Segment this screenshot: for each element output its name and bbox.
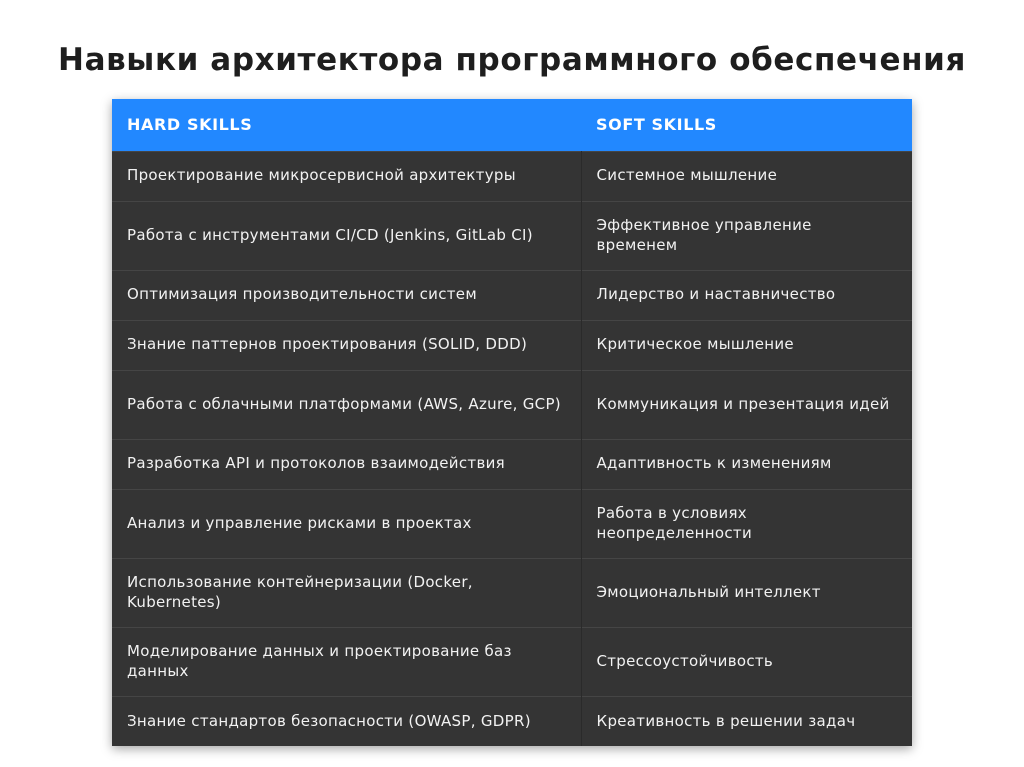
soft-skill-cell: Креативность в решении задач [581, 696, 912, 746]
hard-skill-cell: Моделирование данных и проектирование баз данных [112, 627, 581, 696]
table-body [112, 151, 912, 746]
table-row [112, 439, 912, 489]
table-row [112, 201, 912, 270]
hard-skill-cell: Оптимизация производительности систем [112, 270, 581, 320]
hard-skill-cell: Знание стандартов безопасности (OWASP, GDPR) [112, 696, 581, 746]
table-row [112, 370, 912, 439]
table-header-row [112, 99, 912, 151]
hard-skill-cell: Работа с облачными платформами (AWS, Azure, GCP) [112, 370, 581, 439]
soft-skills-header: SOFT SKILLS [581, 99, 912, 151]
soft-skill-cell: Системное мышление [581, 151, 912, 201]
hard-skill-cell: Разработка API и протоколов взаимодействия [112, 439, 581, 489]
soft-skill-cell: Стрессоустойчивость [581, 627, 912, 696]
table-header [112, 99, 912, 151]
table-row [112, 558, 912, 627]
soft-skill-cell: Критическое мышление [581, 320, 912, 370]
table-row [112, 320, 912, 370]
table-row [112, 489, 912, 558]
table-row [112, 627, 912, 696]
hard-skills-header: HARD SKILLS [112, 99, 581, 151]
skills-table [112, 99, 912, 746]
hard-skill-cell: Использование контейнеризации (Docker, Kubernetes) [112, 558, 581, 627]
hard-skill-cell: Знание паттернов проектирования (SOLID, DDD) [112, 320, 581, 370]
soft-skill-cell: Лидерство и наставничество [581, 270, 912, 320]
table-row [112, 696, 912, 746]
table-row [112, 270, 912, 320]
soft-skill-cell: Эмоциональный интеллект [581, 558, 912, 627]
soft-skill-cell: Коммуникация и презентация идей [581, 370, 912, 439]
hard-skill-cell: Анализ и управление рисками в проектах [112, 489, 581, 558]
soft-skill-cell: Работа в условиях неопределенности [581, 489, 912, 558]
table-row [112, 151, 912, 201]
hard-skill-cell: Проектирование микросервисной архитектуры [112, 151, 581, 201]
page-title: Навыки архитектора программного обеспечения [58, 42, 966, 78]
hard-skill-cell: Работа с инструментами CI/CD (Jenkins, GitLab CI) [112, 201, 581, 270]
soft-skill-cell: Адаптивность к изменениям [581, 439, 912, 489]
soft-skill-cell: Эффективное управление временем [581, 201, 912, 270]
